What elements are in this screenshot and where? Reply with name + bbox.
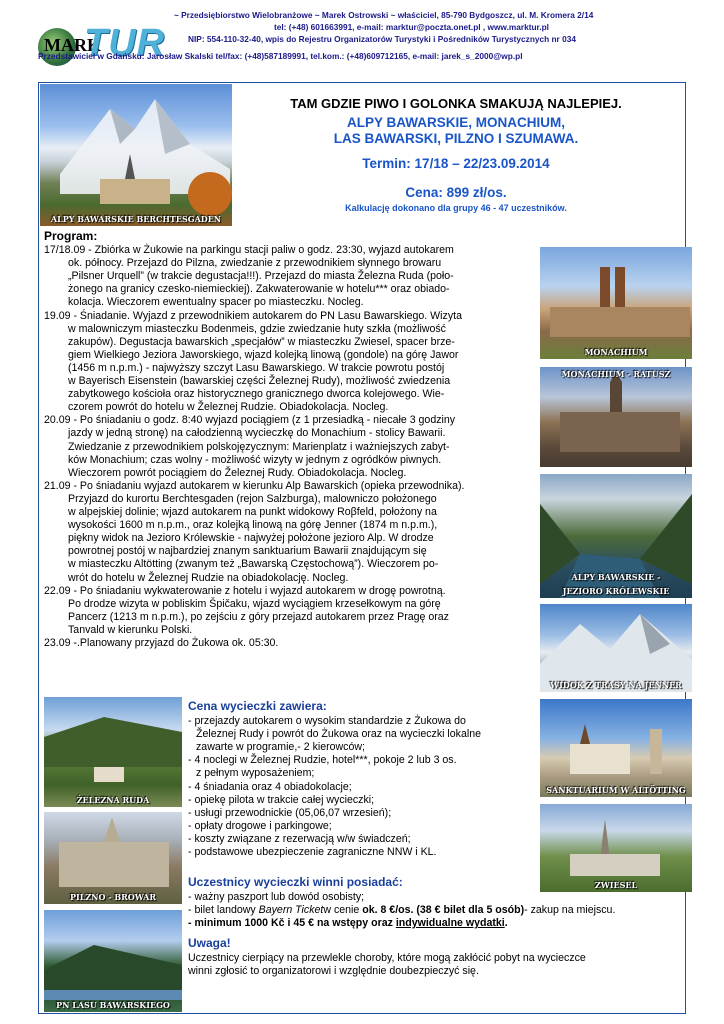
ticket-name: Bayern Ticket xyxy=(258,904,324,916)
includes-item: - przejazdy autokarem o wysokim standardzie z Żukowa do xyxy=(188,715,466,727)
program-line: w miasteczku Altötting (zwanym też „Bawarską Częstochową”). Wieczorem po- xyxy=(68,558,439,571)
program-line: powrotnej postój w najbardziej znanym sanktuarium Bawarii znajdującym się xyxy=(68,545,427,558)
mountain-illustration xyxy=(40,84,232,226)
program-line: giem Wielkiego Jeziora Jaworskiego, wjazd kolejką linową (gondole) na górę Jawor xyxy=(68,348,459,361)
program-line: ok. północy. Przejazd do Pilzna, zwiedzanie z przewodnikiem słynnego browaru xyxy=(68,257,442,270)
program-line: ków Monachium; czas wolny - możliwość wizyty w jednym z ogródków piwnych. xyxy=(68,453,442,466)
ticket-text-1: - bilet landowy xyxy=(188,904,259,916)
program-line: zabytkowego kościoła oraz historycznego granicznego dworca kolejowego. Wie- xyxy=(68,388,445,401)
program-line: czorem powrót do hotelu w Železnej Rudzie. Obiadokolacja. Nocleg. xyxy=(68,401,389,414)
ticket-text-2: w cenie xyxy=(323,904,363,916)
program-line: jazdy w jedną stronę) na całodzienną wycieczkę do Monachium - stolicy Bawarii. xyxy=(68,427,446,440)
program-line: żonego na granicy czesko-niemieckiej). Zakwaterowanie w hotelu*** oraz obiado- xyxy=(68,283,450,296)
photo-ratusz xyxy=(540,367,692,467)
photo-monachium xyxy=(540,247,692,359)
destinations-line-1: ALPY BAWARSKIE, MONACHIUM, xyxy=(346,115,565,130)
photo-zwiesel xyxy=(540,804,692,892)
includes-item: - koszty związane z rezerwacją w/w świadczeń; xyxy=(188,832,411,845)
requirements-heading: Uczestnicy wycieczki winni posiadać: xyxy=(188,875,403,889)
program-line: Po drodze wizyta w pobliskim Špičaku, wjazd wyciągiem krzesełkowym na górę xyxy=(68,597,441,610)
trip-price: Cena: 899 zł/os. xyxy=(405,185,507,200)
photo-jezioro-krolewskie xyxy=(540,474,692,598)
program-line: „Pilsner Urquell” (w trakcie degustacja!!!). Przejazd do miasta Železna Ruda (poło- xyxy=(68,270,454,283)
includes-item: - podstawowe ubezpieczenie zagraniczne NNW i KL. xyxy=(188,846,437,858)
photo-jenner xyxy=(540,604,692,692)
header-line-3: NIP: 554-110-32-40, wpis do Rejestru Organizatorów Turystyki i Pośredników Turystycznych nr 034 xyxy=(188,34,576,44)
photo-pn-lasu-bawarskiego xyxy=(44,910,182,1012)
program-line: wrót do hotelu w Železnej Rudzie na obiadokolację. Nocleg. xyxy=(68,571,349,584)
program-line: piękny widok na Jezioro Królewskie - najwyżej położone jezioro Alp. W drodze xyxy=(68,532,434,545)
includes-item: - usługi przewodnickie (05,06,07 wrzesień); xyxy=(188,806,392,819)
photo-pilzno-browar xyxy=(44,812,182,904)
program-line: 17/18.09 - Zbiórka w Żukowie na parkingu stacji paliw o godz. 23:30, wyjazd autokarem xyxy=(44,244,454,256)
program-line: zakupów). Degustacja bawarskich „specjałów” w miasteczku Zwiesel, spacer brze- xyxy=(68,335,455,348)
program-heading: Program: xyxy=(44,229,98,243)
logo-mark-text: MARK xyxy=(44,35,101,55)
program-line: (1456 m n.p.m.) - najwyższy szczyt Lasu Bawarskiego. W trakcie powrotu postój xyxy=(68,361,445,374)
program-line: 19.09 - Śniadanie. Wyjazd z przewodnikiem autokarem do PN Lasu Bawarskiego. Wizyta xyxy=(44,309,462,322)
photo-caption: SANKTUARIUM W ALTÖTTING xyxy=(546,785,686,795)
program-line: w alpejskiej dolinie; wjazd autokarem na punkt widokowy Roβfeld, położony na xyxy=(68,506,437,518)
photo-zelezna-ruda xyxy=(44,697,182,807)
photo-caption: ŻELEZNA RUDA xyxy=(76,795,150,805)
photo-caption: MONACHIUM xyxy=(584,347,648,357)
photo-caption-1: ALPY BAWARSKIE - xyxy=(571,572,661,582)
includes-item: - 4 śniadania oraz 4 obiadokolacje; xyxy=(188,780,352,793)
ticket-price: ok. 8 €/os. (38 € bilet dla 5 osób) xyxy=(362,904,525,916)
requirement-money xyxy=(188,917,508,930)
photo-berchtesgaden xyxy=(40,84,232,226)
program-line: 23.09 -.Planowany przyjazd do Żukowa ok. 05:30. xyxy=(44,637,279,649)
program-line: Tanvald w kierunku Polski. xyxy=(68,623,193,636)
warning-line-1: Uczestnicy cierpiący na przewlekle choroby, które mogą zakłócić pobyt na wycieczce xyxy=(188,952,586,964)
warning-line-2: winni zgłosić to organizatorowi i względnie doubezpieczyć się. xyxy=(188,965,479,977)
money-underlined: indywidualne wydatki xyxy=(395,917,505,929)
program-line: Zwiedzanie z przewodnikiem polskojęzycznym: Marienplatz i ważniejszych zabyt- xyxy=(68,440,450,453)
program-line: Pancerz (1213 m n.p.m.), po zejściu z góry przejazd autokarem przez Pragę oraz xyxy=(68,610,449,623)
money-text: - minimum 1000 Kč i 45 € na wstępy oraz xyxy=(188,917,396,929)
money-end: . xyxy=(504,917,508,929)
includes-item: - opiekę pilota w trakcie całej wycieczki; xyxy=(188,793,375,806)
header-line-4: Przedstawiciel w Gdańsku: Jarosław Skalski tel/fax: (+48)587189991, tel.kom.: (+48)609712165, e-mail: jarek_s_2000@wp.pl xyxy=(38,51,523,61)
requirement-ticket xyxy=(188,904,615,917)
includes-heading: Cena wycieczki zawiera: xyxy=(188,699,327,713)
ticket-text-3: - zakup na miejscu. xyxy=(524,904,616,916)
program-line: kolacja. Wieczorem ewentualny spacer po miasteczku. Nocleg. xyxy=(68,296,364,309)
includes-item: - 4 noclegi w Železnej Rudzie, hotel***, pokoje 2 lub 3 os. xyxy=(188,754,457,767)
photo-caption: PILZNO - BROWAR xyxy=(69,892,157,902)
includes-item: zawarte w programie,- 2 kierowców; xyxy=(196,741,365,754)
includes-item: - opłaty drogowe i parkingowe; xyxy=(188,819,332,832)
program-line: w Bayerisch Eisenstein (bawarskiej części Železnej Rudy), możliwość zwiedzenia xyxy=(68,375,451,387)
photo-caption-2: JEZIORO KRÓLEWSKIE xyxy=(562,586,670,596)
program-line: 21.09 - Po śniadaniu wyjazd autokarem w kierunku Alp Bawarskich (opieka przewodnika). xyxy=(44,479,465,492)
photo-caption: MONACHIUM - RATUSZ xyxy=(561,369,671,379)
photo-altotting xyxy=(540,699,692,797)
program-line: 20.09 - Po śniadaniu o godz. 8:40 wyjazd pociągiem (z 1 przesiadką - niecałe 3 godziny xyxy=(44,414,456,427)
header-line-2: tel: (+48) 601663991, e-mail: marktur@poczta.onet.pl , www.marktur.pl xyxy=(274,22,549,32)
trip-term: Termin: 17/18 – 22/23.09.2014 xyxy=(362,156,550,171)
header-line-1: ~ Przedsiębiorstwo Wielobranżowe ~ Marek Ostrowski ~ właściciel, 85-790 Bydgoszcz, ul. M. Kromera 2/14 xyxy=(174,10,594,20)
photo-caption: PN LASU BAWARSKIEGO xyxy=(56,1000,170,1010)
requirement-document: - ważny paszport lub dowód osobisty; xyxy=(188,891,365,903)
photo-caption: ZWIESEL xyxy=(594,880,638,890)
warning-heading: Uwaga! xyxy=(188,936,231,950)
includes-item: z pełnym wyposażeniem; xyxy=(196,767,315,780)
includes-item: Železnej Rudy i powrót do Żukowa oraz na wycieczki lokalne xyxy=(196,728,481,741)
program-line: 22.09 - Po śniadaniu wykwaterowanie z hotelu i wyjazd autokarem w drogę powrotną. xyxy=(44,584,446,597)
program-line: wysokości 1600 m n.p.m., oraz kolejką linową na górę Jenner (1874 m n.p.m.), xyxy=(68,519,438,532)
logo-tur-text: TUR xyxy=(84,22,166,64)
program-line: Wieczorem powrót pociągiem do Železnej Rudy. Obiadokolacja. Nocleg. xyxy=(68,466,407,479)
program-line: Przyjazd do kurortu Berchtesgaden (rejon Salzburga), malowniczo położonego xyxy=(68,492,437,505)
calculation-note: Kalkulację dokonano dla grupy 46 - 47 uczestników. xyxy=(345,203,567,213)
destinations-line-2: LAS BAWARSKI, PILZNO I SZUMAWA. xyxy=(333,131,579,146)
program-line: w malowniczym miasteczku Bodenmeis, gdzie zwiedzanie huty szkła (możliwość xyxy=(68,322,446,335)
photo-caption: WIDOK Z TRASY NA JENNER xyxy=(550,680,682,690)
letterhead xyxy=(38,10,686,80)
photo-caption: ALPY BAWARSKIE BERCHTESGADEN xyxy=(50,214,222,224)
slogan: TAM GDZIE PIWO I GOLONKA SMAKUJĄ NAJLEPIEJ. xyxy=(290,96,622,111)
marktur-logo xyxy=(38,22,166,68)
